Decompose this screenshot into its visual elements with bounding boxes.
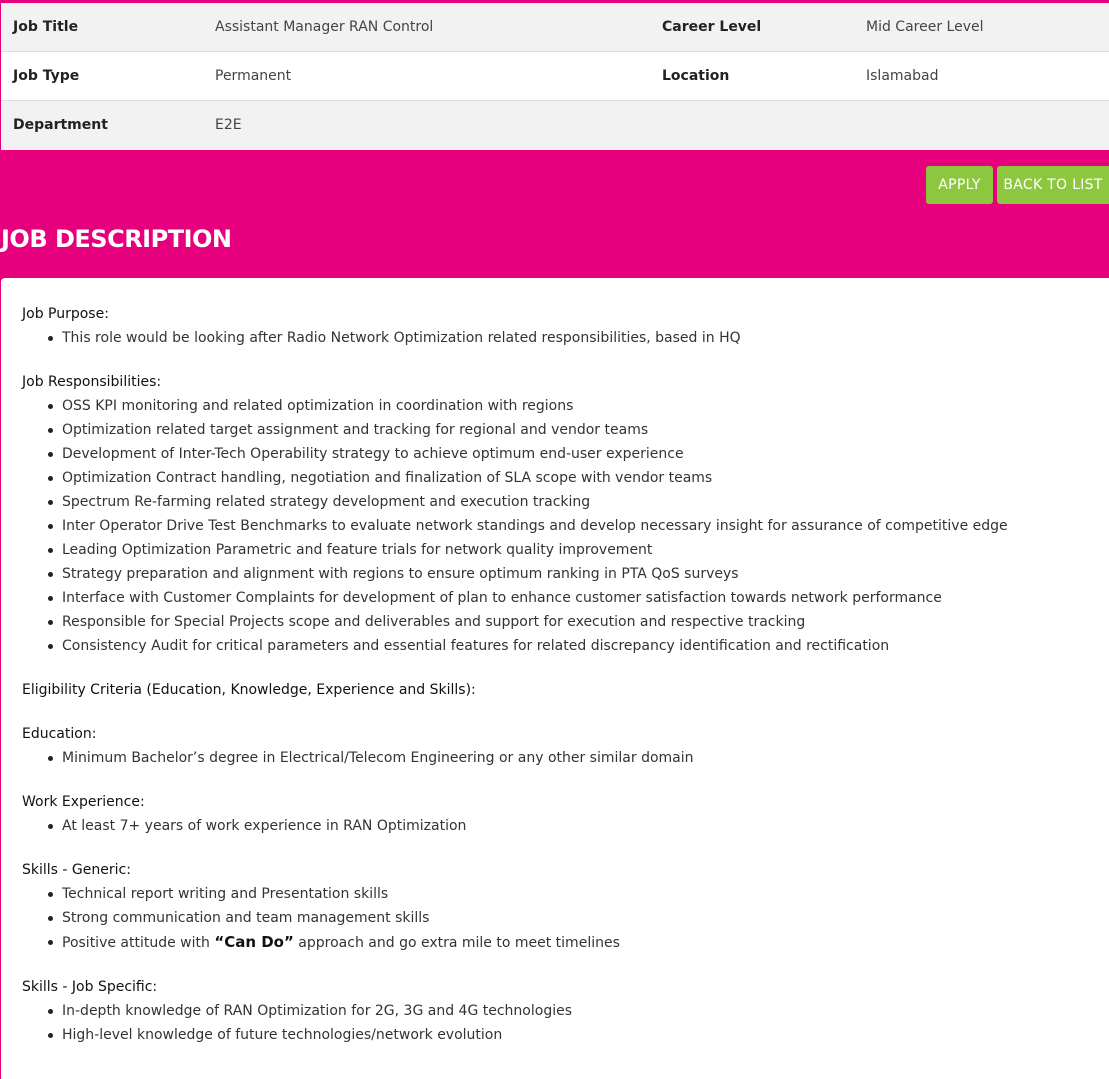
education-heading: Education: <box>22 726 97 742</box>
skills-specific-list <box>22 999 1089 1047</box>
job-purpose-heading: Job Purpose: <box>22 306 109 322</box>
details-row-department <box>1 101 1109 150</box>
responsibilities-block <box>22 370 1089 658</box>
work-experience-heading: Work Experience: <box>22 794 145 810</box>
list-item: OSS KPI monitoring and related optimization in coordination with regions <box>42 394 1089 418</box>
job-type-value: Permanent <box>215 68 292 84</box>
career-level-value: Mid Career Level <box>866 19 984 35</box>
details-row-type <box>1 52 1109 101</box>
list-item: Technical report writing and Presentation skills <box>42 882 1089 906</box>
list-item-text: Positive attitude with <box>62 935 215 951</box>
list-item: Consistency Audit for critical parameters and essential features for related discrepancy identification and rectification <box>42 634 1089 658</box>
list-item: Development of Inter-Tech Operability strategy to achieve optimum end-user experience <box>42 442 1089 466</box>
skills-specific-heading: Skills - Job Specific: <box>22 979 158 995</box>
job-type-label: Job Type <box>13 68 80 84</box>
job-purpose-block <box>22 302 1089 350</box>
list-item: Optimization related target assignment and tracking for regional and vendor teams <box>42 418 1089 442</box>
education-list <box>22 746 1089 770</box>
work-experience-list <box>22 814 1089 838</box>
list-item: Strong communication and team management skills <box>42 906 1089 930</box>
list-item <box>42 930 1089 955</box>
department-value: E2E <box>215 117 242 133</box>
eligibility-heading: Eligibility Criteria (Education, Knowledge, Experience and Skills): <box>22 682 476 698</box>
list-item: Optimization Contract handling, negotiation and finalization of SLA scope with vendor teams <box>42 466 1089 490</box>
list-item: Leading Optimization Parametric and feature trials for network quality improvement <box>42 538 1089 562</box>
location-value: Islamabad <box>866 68 939 84</box>
responsibilities-list <box>22 394 1089 658</box>
list-item: Minimum Bachelor’s degree in Electrical/Telecom Engineering or any other similar domain <box>42 746 1089 770</box>
list-item: This role would be looking after Radio Network Optimization related responsibilities, based in HQ <box>42 326 1089 350</box>
work-experience-block <box>22 790 1089 838</box>
list-item-text: approach and go extra mile to meet timelines <box>293 935 620 951</box>
list-item: In-depth knowledge of RAN Optimization for 2G, 3G and 4G technologies <box>42 999 1089 1023</box>
eligibility-block <box>22 678 1089 702</box>
job-title-label: Job Title <box>13 19 79 35</box>
education-block <box>22 722 1089 770</box>
can-do-emphasis: “Can Do” <box>214 933 294 951</box>
job-details-table <box>0 3 1109 150</box>
list-item: Interface with Customer Complaints for development of plan to enhance customer satisfaction towards network performance <box>42 586 1089 610</box>
job-purpose-list <box>22 326 1089 350</box>
list-item: At least 7+ years of work experience in RAN Optimization <box>42 814 1089 838</box>
responsibilities-heading: Job Responsibilities: <box>22 374 162 390</box>
back-to-list-button[interactable]: BACK TO LIST <box>997 166 1109 204</box>
list-item: High-level knowledge of future technologies/network evolution <box>42 1023 1089 1047</box>
location-label: Location <box>662 68 730 84</box>
list-item: Spectrum Re-farming related strategy development and execution tracking <box>42 490 1089 514</box>
skills-generic-block <box>22 858 1089 955</box>
list-item: Inter Operator Drive Test Benchmarks to evaluate network standings and develop necessary insight for assurance of competitive edge <box>42 514 1089 538</box>
skills-generic-heading: Skills - Generic: <box>22 862 131 878</box>
skills-generic-list <box>22 882 1089 955</box>
job-title-value: Assistant Manager RAN Control <box>215 19 434 35</box>
apply-button[interactable]: APPLY <box>926 166 993 204</box>
job-description-panel <box>1 278 1109 1079</box>
list-item: Strategy preparation and alignment with regions to ensure optimum ranking in PTA QoS surveys <box>42 562 1089 586</box>
details-row-title <box>1 3 1109 52</box>
career-level-label: Career Level <box>662 19 762 35</box>
department-label: Department <box>13 117 108 133</box>
section-title: JOB DESCRIPTION <box>1 225 232 253</box>
list-item: Responsible for Special Projects scope and deliverables and support for execution and respective tracking <box>42 610 1089 634</box>
skills-specific-block <box>22 975 1089 1047</box>
